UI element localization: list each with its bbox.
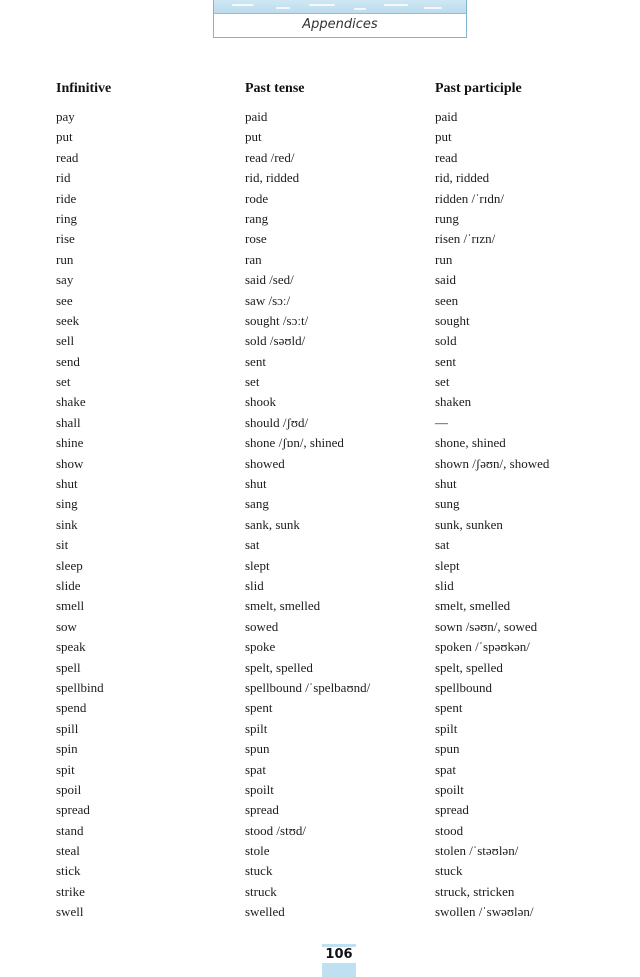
- infinitive-cell: sing: [56, 496, 78, 512]
- table-row: [0, 739, 640, 759]
- past-tense-cell: shone /ʃɒn/, shined: [245, 435, 344, 451]
- past-tense-cell: should /ʃʊd/: [245, 414, 309, 430]
- past-tense-cell: read /red/: [245, 149, 295, 165]
- infinitive-cell: pay: [56, 109, 75, 124]
- table-row: [0, 658, 640, 678]
- table-row: [0, 229, 640, 249]
- column-header-infinitive: Infinitive: [56, 81, 112, 96]
- infinitive-cell: swell: [56, 904, 84, 920]
- infinitive-cell: send: [56, 353, 80, 369]
- past-participle-cell: spun: [435, 741, 460, 757]
- past-participle-cell: put: [435, 129, 452, 145]
- table-row: [0, 902, 640, 922]
- past-tense-cell: shook: [245, 394, 277, 410]
- past-tense-cell: slept: [245, 557, 270, 573]
- past-participle-cell: rid, ridded: [435, 170, 490, 186]
- past-participle-cell: sat: [435, 537, 450, 553]
- past-participle-cell: run: [435, 251, 453, 267]
- past-tense-cell: sought /sɔːt/: [245, 312, 309, 328]
- infinitive-cell: stick: [56, 863, 81, 879]
- past-participle-cell: sown /səʊn/, sowed: [435, 618, 538, 634]
- table-row: [0, 698, 640, 718]
- past-tense-cell: sent: [245, 353, 266, 369]
- table-row: [0, 148, 640, 168]
- past-tense-cell: rang: [245, 210, 269, 226]
- past-tense-cell: sang: [245, 496, 269, 512]
- past-tense-cell: spoilt: [245, 781, 274, 797]
- past-participle-cell: read: [435, 149, 458, 165]
- table-row: [0, 841, 640, 861]
- table-row: [0, 678, 640, 698]
- past-tense-cell: stuck: [245, 863, 273, 879]
- past-participle-cell: rung: [435, 210, 459, 226]
- table-row: [0, 617, 640, 637]
- infinitive-cell: spend: [56, 700, 87, 716]
- table-row: [0, 372, 640, 392]
- past-tense-cell: spent: [245, 700, 273, 716]
- infinitive-cell: strike: [56, 883, 85, 899]
- past-tense-cell: put: [245, 129, 262, 145]
- past-tense-cell: stole: [245, 843, 270, 859]
- past-participle-cell: spilt: [435, 720, 458, 736]
- past-tense-cell: smelt, smelled: [245, 598, 321, 614]
- past-tense-cell: spoke: [245, 639, 276, 655]
- infinitive-cell: spellbind: [56, 679, 104, 695]
- infinitive-cell: sink: [56, 516, 78, 532]
- past-participle-cell: spoilt: [435, 781, 464, 797]
- past-tense-cell: rose: [245, 231, 267, 247]
- past-tense-cell: spelt, spelled: [245, 659, 313, 675]
- table-row: [0, 168, 640, 188]
- past-participle-cell: spelt, spelled: [435, 659, 503, 675]
- table-row: [0, 331, 640, 351]
- infinitive-cell: shut: [56, 476, 78, 492]
- past-participle-cell: stolen /ˈstəʊlən/: [435, 843, 519, 859]
- verb-table: [0, 107, 640, 923]
- infinitive-cell: ride: [56, 190, 77, 206]
- infinitive-cell: sell: [56, 333, 75, 349]
- past-participle-cell: paid: [435, 109, 458, 124]
- past-participle-cell: slid: [435, 577, 454, 593]
- table-row: [0, 821, 640, 841]
- past-participle-cell: stuck: [435, 863, 463, 879]
- past-participle-cell: struck, stricken: [435, 883, 515, 899]
- table-row: [0, 311, 640, 331]
- past-participle-cell: sold: [435, 333, 457, 349]
- past-tense-cell: sat: [245, 537, 260, 553]
- past-participle-cell: seen: [435, 292, 459, 308]
- past-tense-cell: ran: [245, 251, 262, 267]
- past-participle-cell: shut: [435, 476, 457, 492]
- infinitive-cell: sow: [56, 618, 77, 634]
- table-row: [0, 556, 640, 576]
- past-participle-cell: sent: [435, 353, 456, 369]
- table-row: [0, 760, 640, 780]
- table-row: [0, 515, 640, 535]
- past-tense-cell: sowed: [245, 618, 279, 634]
- past-participle-cell: stood: [435, 822, 464, 838]
- table-row: [0, 800, 640, 820]
- past-tense-cell: rode: [245, 190, 269, 206]
- table-row: [0, 291, 640, 311]
- past-tense-cell: saw /sɔː/: [245, 292, 291, 308]
- past-tense-cell: paid: [245, 109, 268, 124]
- table-row: [0, 433, 640, 453]
- infinitive-cell: show: [56, 455, 84, 471]
- table-row: [0, 189, 640, 209]
- past-participle-cell: shaken: [435, 394, 472, 410]
- past-participle-cell: sought: [435, 312, 470, 328]
- past-tense-cell: spilt: [245, 720, 268, 736]
- column-header-past-tense: Past tense: [245, 81, 305, 96]
- section-title: Appendices: [302, 17, 378, 32]
- infinitive-cell: steal: [56, 843, 80, 859]
- infinitive-cell: spell: [56, 659, 81, 675]
- infinitive-cell: spin: [56, 741, 78, 757]
- table-row: [0, 719, 640, 739]
- infinitive-cell: spoil: [56, 781, 82, 797]
- banner-decoration: [214, 0, 466, 14]
- table-row: [0, 270, 640, 290]
- page-number: 106: [322, 947, 356, 963]
- infinitive-cell: rise: [56, 231, 75, 247]
- past-participle-cell: smelt, smelled: [435, 598, 511, 614]
- infinitive-cell: smell: [56, 598, 85, 614]
- column-header-past-participle: Past participle: [435, 81, 522, 96]
- infinitive-cell: seek: [56, 312, 80, 328]
- table-row: [0, 454, 640, 474]
- table-row: [0, 494, 640, 514]
- section-banner: [213, 0, 467, 38]
- past-participle-cell: said: [435, 272, 456, 288]
- table-row: [0, 882, 640, 902]
- past-tense-cell: slid: [245, 577, 264, 593]
- past-participle-cell: —: [435, 414, 448, 430]
- infinitive-cell: rid: [56, 170, 71, 186]
- table-row: [0, 861, 640, 881]
- infinitive-cell: shake: [56, 394, 86, 410]
- past-tense-cell: shut: [245, 476, 267, 492]
- past-tense-cell: stood /stʊd/: [245, 822, 306, 838]
- past-tense-cell: showed: [245, 455, 285, 471]
- past-participle-cell: spat: [435, 761, 456, 777]
- past-tense-cell: sank, sunk: [245, 516, 300, 532]
- table-row: [0, 250, 640, 270]
- infinitive-cell: say: [56, 272, 74, 288]
- infinitive-cell: run: [56, 251, 74, 267]
- past-participle-cell: ridden /ˈrɪdn/: [435, 190, 504, 206]
- past-participle-cell: spoken /ˈspəʊkən/: [435, 639, 530, 655]
- table-row: [0, 576, 640, 596]
- table-header: [0, 81, 640, 101]
- past-tense-cell: sold /səʊld/: [245, 333, 306, 349]
- past-tense-cell: spat: [245, 761, 266, 777]
- page-number-tab: [322, 944, 356, 977]
- infinitive-cell: spread: [56, 802, 90, 818]
- table-row: [0, 596, 640, 616]
- infinitive-cell: shall: [56, 414, 81, 430]
- infinitive-cell: slide: [56, 577, 81, 593]
- past-tense-cell: set: [245, 374, 260, 390]
- infinitive-cell: set: [56, 374, 71, 390]
- infinitive-cell: put: [56, 129, 73, 145]
- past-tense-cell: spun: [245, 741, 270, 757]
- past-tense-cell: said /sed/: [245, 272, 294, 288]
- table-row: [0, 352, 640, 372]
- past-participle-cell: sung: [435, 496, 460, 512]
- past-participle-cell: risen /ˈrɪzn/: [435, 231, 496, 247]
- infinitive-cell: sleep: [56, 557, 83, 573]
- past-tense-cell: spread: [245, 802, 279, 818]
- past-tense-cell: spellbound /ˈspelbaʊnd/: [245, 679, 371, 695]
- past-participle-cell: spellbound: [435, 679, 493, 695]
- infinitive-cell: see: [56, 292, 73, 308]
- table-row: [0, 209, 640, 229]
- table-row: [0, 413, 640, 433]
- infinitive-cell: spill: [56, 720, 79, 736]
- table-row: [0, 107, 640, 127]
- past-participle-cell: set: [435, 374, 450, 390]
- past-tense-cell: rid, ridded: [245, 170, 300, 186]
- past-participle-cell: spread: [435, 802, 469, 818]
- table-row: [0, 780, 640, 800]
- past-tense-cell: struck: [245, 883, 277, 899]
- table-row: [0, 474, 640, 494]
- infinitive-cell: ring: [56, 210, 77, 226]
- table-row: [0, 535, 640, 555]
- infinitive-cell: stand: [56, 822, 84, 838]
- past-participle-cell: shown /ʃəʊn/, showed: [435, 455, 550, 471]
- past-participle-cell: swollen /ˈswəʊlən/: [435, 904, 534, 920]
- infinitive-cell: shine: [56, 435, 84, 451]
- past-participle-cell: spent: [435, 700, 463, 716]
- infinitive-cell: speak: [56, 639, 86, 655]
- past-participle-cell: shone, shined: [435, 435, 506, 451]
- infinitive-cell: spit: [56, 761, 75, 777]
- past-tense-cell: swelled: [245, 904, 285, 920]
- past-participle-cell: sunk, sunken: [435, 516, 503, 532]
- infinitive-cell: read: [56, 149, 79, 165]
- table-row: [0, 637, 640, 657]
- past-participle-cell: slept: [435, 557, 460, 573]
- table-row: [0, 392, 640, 412]
- infinitive-cell: sit: [56, 537, 69, 553]
- table-row: [0, 127, 640, 147]
